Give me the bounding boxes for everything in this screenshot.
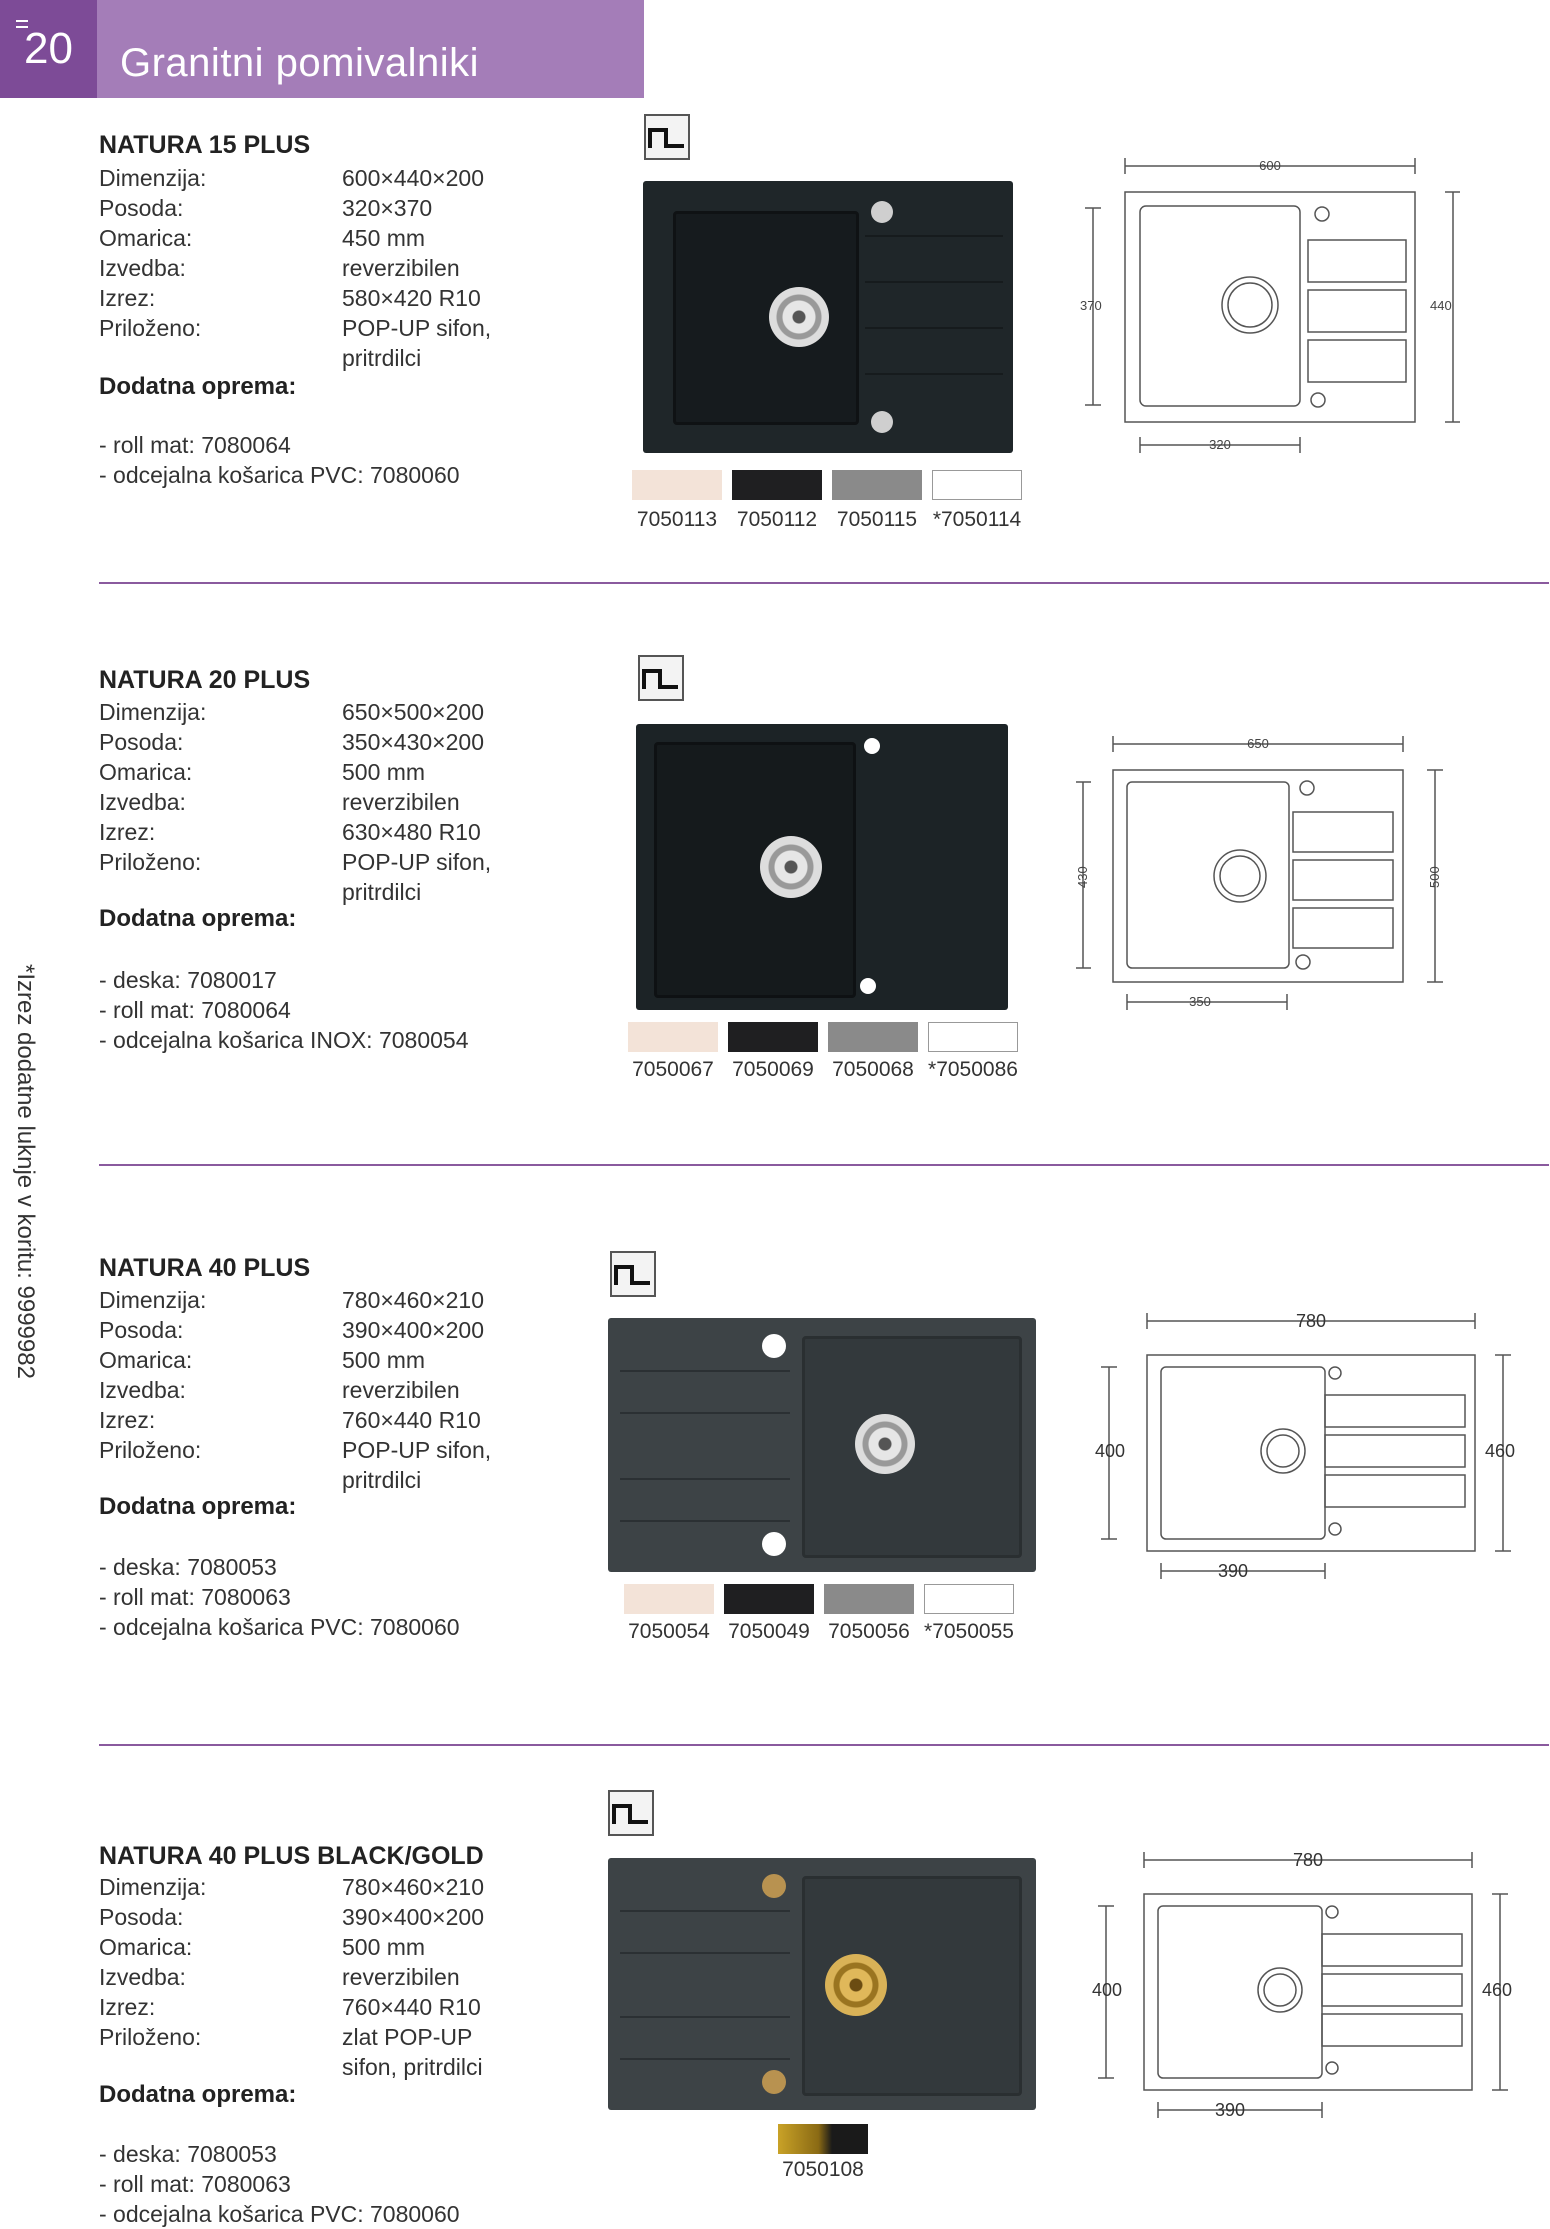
- drainer-groove: [620, 2058, 790, 2060]
- value-dimenzija: 780×460×210: [342, 1874, 484, 1900]
- value-posoda: 320×370: [342, 195, 433, 221]
- value-izrez: 630×480 R10: [342, 819, 481, 845]
- mounting-type-icon: [638, 655, 684, 701]
- label-izvedba: Izvedba:: [99, 1964, 186, 1990]
- color-swatch: [632, 470, 722, 500]
- color-code: 7050115: [836, 508, 918, 531]
- spec-labels: [99, 1285, 206, 1465]
- color-code: *7050055: [924, 1620, 1014, 1643]
- value-posoda: 390×400×200: [342, 1904, 484, 1930]
- sink-bowl: [673, 211, 859, 425]
- overflow-hole: [860, 978, 876, 994]
- section-divider: [99, 1164, 1549, 1166]
- technical-drawing: [1095, 1305, 1535, 1595]
- extra-item: - odcejalna košarica INOX: 7080054: [99, 1027, 469, 1053]
- tap-hole: [762, 1874, 786, 1898]
- overflow-hole: [762, 2070, 786, 2094]
- drainer-groove: [865, 327, 1003, 329]
- color-code: 7050068: [832, 1058, 914, 1081]
- color-swatch: [924, 1584, 1014, 1614]
- extra-item: - deska: 7080053: [99, 1554, 277, 1580]
- label-posoda: Posoda:: [99, 1904, 184, 1930]
- label-dimenzija: Dimenzija:: [99, 1874, 207, 1900]
- label-izvedba: Izvedba:: [99, 255, 186, 281]
- value-prilozeno: POP-UP sifon,: [342, 849, 492, 875]
- label-omarica: Omarica:: [99, 759, 193, 785]
- color-code: *7050114: [932, 508, 1022, 531]
- color-swatch-black-gold: [778, 2124, 868, 2154]
- extras-list: [99, 2139, 460, 2229]
- menu-mark-icon: [16, 20, 28, 28]
- label-omarica: Omarica:: [99, 1347, 193, 1373]
- spec-values: [342, 163, 491, 373]
- sink-photo: [636, 724, 1008, 1010]
- value-prilozeno-2: pritrdilci: [342, 345, 422, 371]
- value-prilozeno: POP-UP sifon,: [342, 1437, 492, 1463]
- extra-item: - deska: 7080053: [99, 2141, 277, 2167]
- label-prilozeno: Priloženo:: [99, 849, 202, 875]
- value-omarica: 450 mm: [342, 225, 426, 251]
- dim-bowl-height: 400: [1095, 1441, 1126, 1461]
- color-swatch: [728, 1022, 818, 1052]
- technical-drawing: [1092, 1844, 1532, 2134]
- extras-title: Dodatna oprema:: [99, 2081, 297, 2108]
- extra-item: - odcejalna košarica PVC: 7080060: [99, 1614, 460, 1640]
- value-omarica: 500 mm: [342, 1347, 426, 1373]
- extras-list: [99, 1552, 460, 1642]
- label-omarica: Omarica:: [99, 225, 193, 251]
- mounting-type-icon: [610, 1251, 656, 1297]
- extra-item: - deska: 7080017: [99, 967, 277, 993]
- extra-item: - roll mat: 7080063: [99, 2171, 291, 2197]
- section-divider: [99, 582, 1549, 584]
- value-dimenzija: 650×500×200: [342, 699, 484, 725]
- product-name: NATURA 20 PLUS: [99, 666, 311, 694]
- section-divider: [99, 1744, 1549, 1746]
- color-code: 7050113: [636, 508, 718, 531]
- dim-width: 780: [1292, 1850, 1324, 1870]
- value-izrez: 760×440 R10: [342, 1994, 481, 2020]
- drain-icon: [769, 287, 829, 347]
- label-izrez: Izrez:: [99, 1407, 156, 1433]
- label-dimenzija: Dimenzija:: [99, 699, 207, 725]
- drainer-groove: [620, 1910, 790, 1912]
- product-name: NATURA 40 PLUS BLACK/GOLD: [99, 1842, 484, 1870]
- value-prilozeno: zlat POP-UP: [342, 2024, 473, 2050]
- value-omarica: 500 mm: [342, 759, 426, 785]
- tap-hole: [762, 1334, 786, 1358]
- dim-bowl-height: 430: [1075, 866, 1090, 888]
- product-name: NATURA 40 PLUS: [99, 1254, 311, 1282]
- label-izvedba: Izvedba:: [99, 789, 186, 815]
- dim-height: 500: [1427, 866, 1442, 888]
- color-code: 7050056: [828, 1620, 910, 1643]
- dim-height: 440: [1430, 298, 1452, 313]
- label-posoda: Posoda:: [99, 195, 184, 221]
- value-prilozeno-2: sifon, pritrdilci: [342, 2054, 483, 2080]
- color-code: 7050054: [628, 1620, 710, 1643]
- label-prilozeno: Priloženo:: [99, 1437, 202, 1463]
- dim-height: 460: [1482, 1980, 1513, 2000]
- value-prilozeno: POP-UP sifon,: [342, 315, 492, 341]
- page-header: [0, 0, 644, 98]
- value-posoda: 390×400×200: [342, 1317, 484, 1343]
- drainer-groove: [620, 2016, 790, 2018]
- drainer-groove: [865, 281, 1003, 283]
- dim-bowl-width: 390: [1217, 1561, 1249, 1581]
- color-swatch: [732, 470, 822, 500]
- dim-width: 780: [1295, 1311, 1327, 1331]
- label-posoda: Posoda:: [99, 729, 184, 755]
- value-izvedba: reverzibilen: [342, 1964, 460, 1990]
- value-izrez: 580×420 R10: [342, 285, 481, 311]
- overflow-hole: [762, 1532, 786, 1556]
- dim-height: 460: [1485, 1441, 1516, 1461]
- drain-icon: [855, 1414, 915, 1474]
- side-note: *Izrez dodatne luknje v koritu: 9999982: [12, 964, 39, 1379]
- value-omarica: 500 mm: [342, 1934, 426, 1960]
- color-code: 7050112: [736, 508, 818, 531]
- spec-labels: [99, 163, 206, 343]
- extras-title: Dodatna oprema:: [99, 373, 297, 400]
- value-izvedba: reverzibilen: [342, 789, 460, 815]
- value-dimenzija: 780×460×210: [342, 1287, 484, 1313]
- tap-hole: [864, 738, 880, 754]
- sink-photo: [643, 181, 1013, 453]
- overflow-hole: [871, 411, 893, 433]
- drainer-groove: [865, 373, 1003, 375]
- spec-labels: [99, 1872, 206, 2052]
- dim-bowl-height: 400: [1092, 1980, 1123, 2000]
- drainer-groove: [620, 1412, 790, 1414]
- dim-width: 600: [1259, 158, 1281, 173]
- label-dimenzija: Dimenzija:: [99, 165, 207, 191]
- color-swatch: [832, 470, 922, 500]
- label-izrez: Izrez:: [99, 1994, 156, 2020]
- extra-item: - roll mat: 7080064: [99, 432, 291, 458]
- label-dimenzija: Dimenzija:: [99, 1287, 207, 1313]
- drainer-groove: [620, 1520, 790, 1522]
- spec-labels: [99, 697, 206, 877]
- tap-hole: [871, 201, 893, 223]
- color-code: 7050108: [782, 2158, 864, 2181]
- drainer-groove: [620, 1952, 790, 1954]
- color-swatch: [928, 1022, 1018, 1052]
- mounting-type-icon: [644, 114, 690, 160]
- color-swatch: [624, 1584, 714, 1614]
- product-name: NATURA 15 PLUS: [99, 131, 311, 159]
- dim-bowl-height: 370: [1080, 298, 1102, 313]
- label-prilozeno: Priloženo:: [99, 2024, 202, 2050]
- sink-photo: [608, 1858, 1036, 2110]
- extras-list: [99, 430, 460, 490]
- drainer-groove: [620, 1478, 790, 1480]
- value-izvedba: reverzibilen: [342, 1377, 460, 1403]
- label-izrez: Izrez:: [99, 285, 156, 311]
- page-title: Granitni pomivalniki: [120, 41, 480, 85]
- extra-item: - odcejalna košarica PVC: 7080060: [99, 2201, 460, 2227]
- spec-values: [342, 697, 491, 907]
- drainer-groove: [865, 235, 1003, 237]
- value-dimenzija: 600×440×200: [342, 165, 484, 191]
- gold-drain-icon: [825, 1954, 887, 2016]
- label-prilozeno: Priloženo:: [99, 315, 202, 341]
- color-swatch: [932, 470, 1022, 500]
- extras-list: [99, 965, 469, 1055]
- sink-photo: [608, 1318, 1036, 1572]
- color-swatch: [828, 1022, 918, 1052]
- color-code: 7050067: [632, 1058, 714, 1081]
- value-izvedba: reverzibilen: [342, 255, 460, 281]
- drain-icon: [760, 836, 822, 898]
- label-izrez: Izrez:: [99, 819, 156, 845]
- label-omarica: Omarica:: [99, 1934, 193, 1960]
- color-swatch: [724, 1584, 814, 1614]
- dim-bowl-width: 390: [1214, 2100, 1246, 2120]
- page-number: 20: [0, 0, 97, 98]
- value-prilozeno-2: pritrdilci: [342, 1467, 422, 1493]
- color-code: 7050049: [728, 1620, 810, 1643]
- color-swatch: [628, 1022, 718, 1052]
- extra-item: - roll mat: 7080064: [99, 997, 291, 1023]
- technical-drawing: [1075, 730, 1455, 1020]
- extra-item: - odcejalna košarica PVC: 7080060: [99, 462, 460, 488]
- value-izrez: 760×440 R10: [342, 1407, 481, 1433]
- color-code: *7050086: [928, 1058, 1018, 1081]
- dim-bowl-width: 320: [1209, 437, 1231, 452]
- dim-width: 650: [1247, 736, 1269, 751]
- extras-title: Dodatna oprema:: [99, 1493, 297, 1520]
- value-posoda: 350×430×200: [342, 729, 484, 755]
- value-prilozeno-2: pritrdilci: [342, 879, 422, 905]
- color-code: 7050069: [732, 1058, 814, 1081]
- sink-bowl: [654, 742, 856, 998]
- dim-bowl-width: 350: [1189, 994, 1211, 1009]
- spec-values: [342, 1872, 484, 2082]
- mounting-type-icon: [608, 1790, 654, 1836]
- color-swatch: [824, 1584, 914, 1614]
- extras-title: Dodatna oprema:: [99, 905, 297, 932]
- label-izvedba: Izvedba:: [99, 1377, 186, 1403]
- drainer-groove: [620, 1370, 790, 1372]
- spec-values: [342, 1285, 491, 1495]
- label-posoda: Posoda:: [99, 1317, 184, 1343]
- technical-drawing: [1080, 150, 1460, 460]
- extra-item: - roll mat: 7080063: [99, 1584, 291, 1610]
